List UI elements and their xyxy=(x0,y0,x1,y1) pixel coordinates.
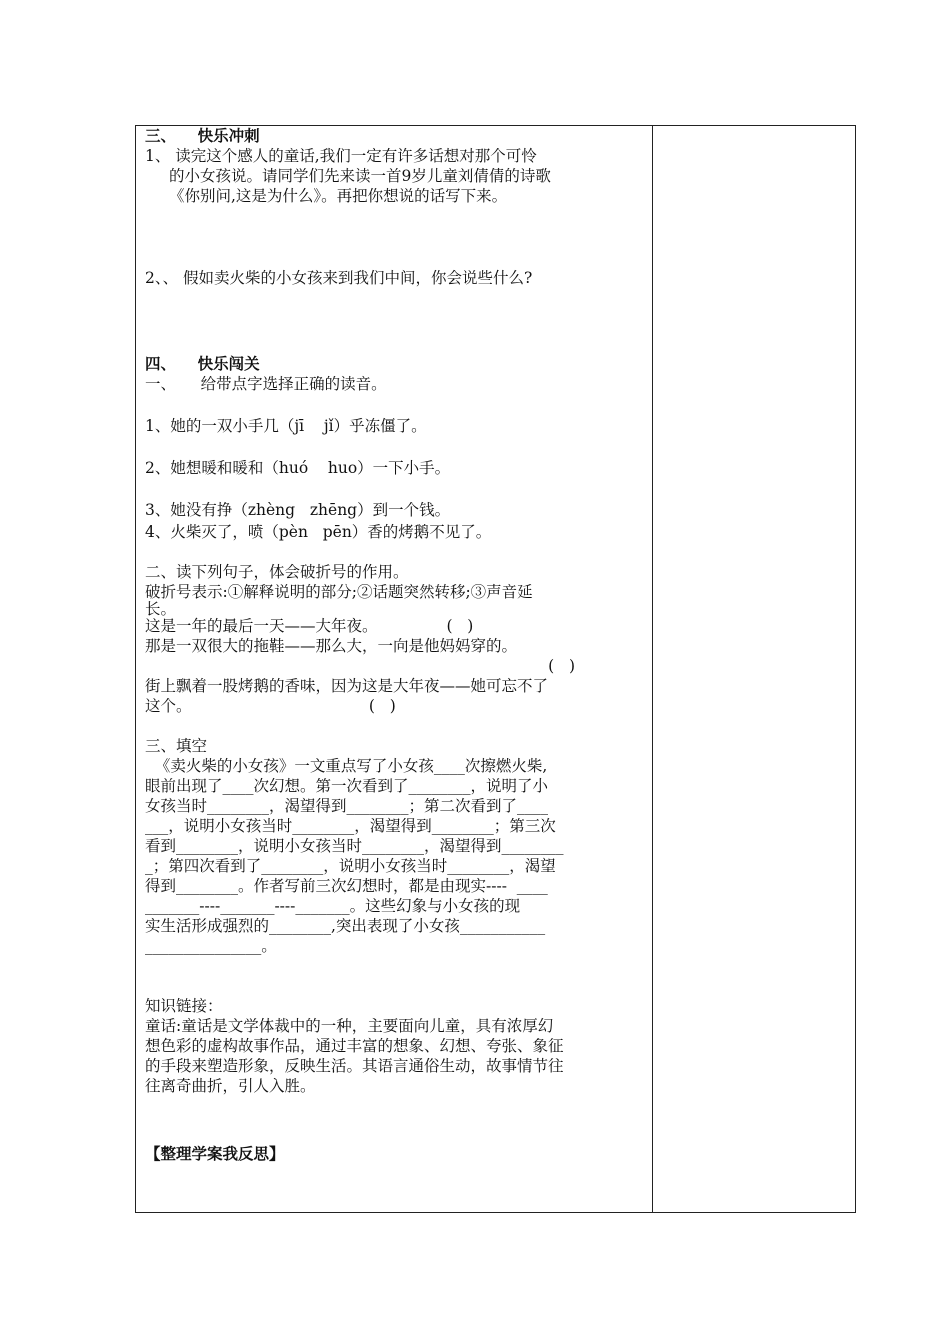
fill-line-9: 实生活形成强烈的________,突出表现了小女孩___________ xyxy=(145,917,546,935)
sentence-2-paren: ( ) xyxy=(548,657,575,675)
section3-item1-line1: 1、 读完这个感人的童话,我们一定有许多话想对那个可怜 xyxy=(145,147,537,165)
column-divider xyxy=(652,125,653,1213)
knowledge-line-4: 往离奇曲折，引人入胜。 xyxy=(145,1077,316,1095)
question-3: 3、她没有挣（zhèng zhēng）到一个钱。 xyxy=(145,501,451,519)
section4-heading: 四、 快乐闯关 xyxy=(145,354,260,373)
left-column xyxy=(145,126,645,1164)
fill-line-2: 眼前出现了____次幻想。第一次看到了________，说明了小 xyxy=(145,777,549,795)
section3-item2: 2、、 假如卖火柴的小女孩来到我们中间，你会说些什么? xyxy=(145,269,533,287)
section3-item1-line3: 《你别问,这是为什么》。再把你想说的话写下来。 xyxy=(169,187,508,205)
fill-line-7: 得到________。作者写前三次幻想时，都是由现实---- ____ xyxy=(145,877,548,895)
part2-desc-line2: 长。 xyxy=(145,600,177,618)
sentence-2: 那是一双很大的拖鞋——那么大，一向是他妈妈穿的。 xyxy=(145,637,518,655)
knowledge-line-2: 想色彩的虚构故事作品，通过丰富的想象、幻想、夸张、象征 xyxy=(145,1037,564,1055)
fill-line-4: ___，说明小女孩当时________，渴望得到________；第三次 xyxy=(145,817,556,835)
fill-line-1: 《卖火柴的小女孩》一文重点写了小女孩____次擦燃火柴, xyxy=(145,757,548,775)
fill-line-10: _______________。 xyxy=(145,937,277,955)
fill-line-6: _；第四次看到了________，说明小女孩当时________，渴望 xyxy=(145,857,556,875)
question-2: 2、她想暖和暖和（huó huo）一下小手。 xyxy=(145,459,451,477)
fill-line-5: 看到________，说明小女孩当时________，渴望得到________ xyxy=(145,837,564,855)
sentence-3: 街上飘着一股烤鹅的香味，因为这是大年夜——她可忘不了 xyxy=(145,677,549,695)
part3-title: 三、填空 xyxy=(145,737,208,755)
fill-line-3: 女孩当时________，渴望得到________；第二次看到了____ xyxy=(145,797,549,815)
knowledge-line-1: 童话:童话是文学体裁中的一种，主要面向儿童，具有浓厚幻 xyxy=(145,1017,554,1035)
part2-desc-line1: 破折号表示:①解释说明的部分;②话题突然转移;③声音延 xyxy=(145,583,533,601)
section3-heading: 三、 快乐冲刺 xyxy=(145,126,260,145)
fill-line-8: _______----_______----_______。这些幻象与小女孩的现 xyxy=(145,897,521,915)
part1-title: 一、 给带点字选择正确的读音。 xyxy=(145,375,387,393)
reflection-heading: 【整理学案我反思】 xyxy=(145,1144,285,1163)
part2-title: 二、读下列句子，体会破折号的作用。 xyxy=(145,563,409,581)
section3-item1-line2: 的小女孩说。请同学们先来读一首9岁儿童刘倩倩的诗歌 xyxy=(169,167,551,185)
question-4: 4、火柴灭了，喷（pèn pēn）香的烤鹅不见了。 xyxy=(145,523,492,541)
question-1: 1、她的一双小手几（jī jǐ）乎冻僵了。 xyxy=(145,417,427,435)
sentence-3-cont: 这个。 ( ) xyxy=(145,697,396,715)
sentence-1: 这是一年的最后一天——大年夜。 ( ) xyxy=(145,617,474,635)
knowledge-line-3: 的手段来塑造形象，反映生活。其语言通俗生动，故事情节往 xyxy=(145,1057,564,1075)
knowledge-title: 知识链接： xyxy=(145,997,223,1015)
